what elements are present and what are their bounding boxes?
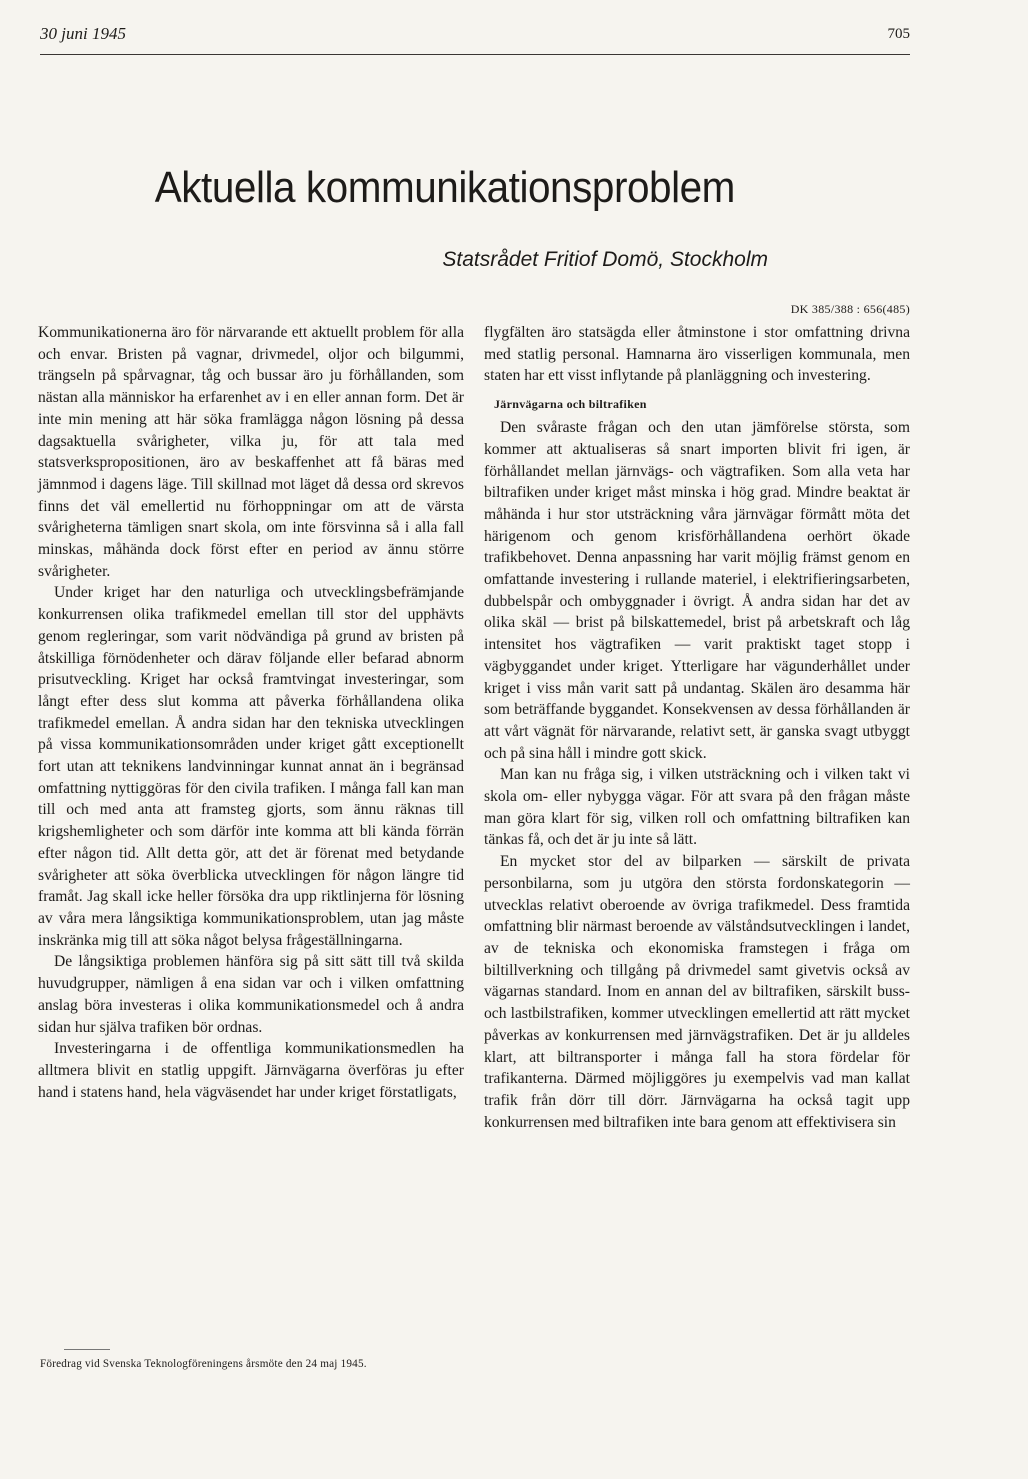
paragraph: flygfälten äro statsägda eller åtminstone i stor omfattning drivna med statlig personal. Hamnarna äro visserligen kommunala, men staten har ett visst inflytande på planläggning och investering. (484, 324, 910, 385)
classification-code: DK 385/388 : 656(485) (790, 302, 910, 316)
article-title: Aktuella kommunikationsproblem (154, 163, 735, 212)
footnote-rule (64, 1349, 110, 1350)
section-subheading: Järnvägarna och biltrafiken (494, 397, 647, 412)
paragraph: Under kriget har den naturliga och utvecklingsbefrämjande konkurrensen olika trafikmedel emellan till stor del upphävts genom regleringar, som varit nödvändiga på grund av bristen på åtskilliga förnödenheter och därav följande eller befarad abnorm prisutveckling. Kriget har också framtvingat investeringar, som långt efter dess slut komma att påverka förhållandena olika trafikmedel emellan. Å andra sidan har den tekniska utvecklingen på vissa kommunikationsområden under kriget gått exceptionellt fort utan att teknikens landvinningar kunnat annat än i begränsad omfattning nyttiggöras för den civila trafiken. I många fall kan man till och med anta att framsteg gjorts, som ännu räknas till krigshemligheter och som därför inte komma att bli kända förrän efter någon tid. Allt detta gör, att det är förenat med betydande svårigheter att söka överblicka utvecklingen för någon längre tid framåt. Jag skall icke heller försöka dra upp riktlinjerna för lösning av våra mera långsiktiga kommunikationsproblem, utan jag måste inskränka mig till att söka något belysa frågeställningarna. (38, 584, 464, 949)
article-byline: Statsrådet Fritiof Domö, Stockholm (442, 248, 768, 271)
page-number: 705 (887, 26, 910, 42)
paragraph: En mycket stor del av bilparken — särskilt de privata personbilarna, som ju utgöra den största fordonskategorin — utvecklas relativt oberoende av övriga trafikmedel. Dess framtida omfattning blir närmast beroende av välståndsutvecklingen i landet, av de tekniska och ekonomiska framstegen i fråga om biltillverkning och tillgång på drivmedel samt givetvis också av vägarnas standard. Inom en annan del av biltrafiken, särskilt buss- och lastbilstrafiken, kommer utvecklingen emellertid att rätt mycket påverkas av konkurrensen med järnvägstrafiken. Det är ju alldeles klart, att biltransporter i många fall ha stora fördelar för trafikanterna. Därmed möjliggöres ju exempelvis vad man kallat trafik från dörr till dörr. Järnvägarna ha också tagit upp konkurrensen med biltrafiken inte bara genom att effektivisera sin (484, 853, 910, 1131)
footnote: Föredrag vid Svenska Teknologföreningens årsmöte den 24 maj 1945. (40, 1358, 367, 1370)
paragraph: Den svåraste frågan och den utan jämförelse största, som kommer att aktualiseras så snart importen blivit fri igen, är förhållandet mellan järnvägs- och vägtrafiken. Som alla veta har biltrafiken under kriget måst minska i hög grad. Mindre beaktat är måhända i hur stor utsträckning våra järnvägar förmått möta det härigenom och genom krisförhållandena oerhört ökade trafikbehovet. Denna anpassning har varit möjlig främst genom en omfattande investering i rullande materiel, i elektrifieringsarbeten, dubbelspår och ombyggnader i övrigt. Å andra sidan har det av olika skäl — brist på bilskattemedel, brist på arbetskraft och låg intensitet hos vägtrafiken — varit praktiskt taget stopp i vägbyggandet under kriget. Ytterligare har vägunderhållet under kriget i viss mån varit satt på undantag. Skälen äro desamma här som beträffande byggandet. Konsekvensen av dessa förhållanden är att vårt vägnät för närvarande, relativt sett, är ganska svagt utbyggt och på sina håll i mindre gott skick. (484, 419, 910, 762)
paragraph: Kommunikationerna äro för närvarande ett aktuellt problem för alla och envar. Bristen på vagnar, drivmedel, oljor och bilgummi, trängseln på spårvagnar, tåg och bussar äro ju förhållanden, som nästan alla människor ha erfarenhet av i en eller annan form. Det är inte min mening att här söka framlägga någon lösning på dessa dagsaktuella svårigheter, vilka ju, för att tala med statsverkspropositionen, äro av beskaffenhet att få bäras med jämnmod i dagens läge. Till skillnad mot läget då dessa ord skrevos finns det väl emellertid nu förhoppningar om att de värsta svårigheterna tämligen snart skola, om inte försvinna så i alla fall minskas, måhända dock först efter en period av ännu större svårigheter. (38, 324, 464, 580)
issue-date: 30 juni 1945 (40, 24, 126, 43)
paragraph: Man kan nu fråga sig, i vilken utsträckning och i vilken takt vi skola om- eller nybygga vägar. För att svara på den frågan måste man göra klart för sig, vilken roll och omfattning biltrafiken kan tänkas få, och det är ju inte så lätt. (484, 766, 910, 849)
paragraph: De långsiktiga problemen hänföra sig på sitt sätt till två skilda huvudgrupper, nämligen å ena sidan var och i vilken omfattning anslag böra investeras i olika kommunikationsmedel och å andra sidan hur själva trafiken bör ordnas. (38, 953, 464, 1036)
header-rule (40, 54, 910, 55)
right-column (484, 322, 910, 1133)
paragraph: Investeringarna i de offentliga kommunikationsmedlen ha alltmera blivit en statlig uppgift. Järnvägarna överföras ju efter hand i statens hand, hela vägväsendet har under kriget förstatligats, (38, 1040, 464, 1101)
left-column (38, 322, 464, 1103)
